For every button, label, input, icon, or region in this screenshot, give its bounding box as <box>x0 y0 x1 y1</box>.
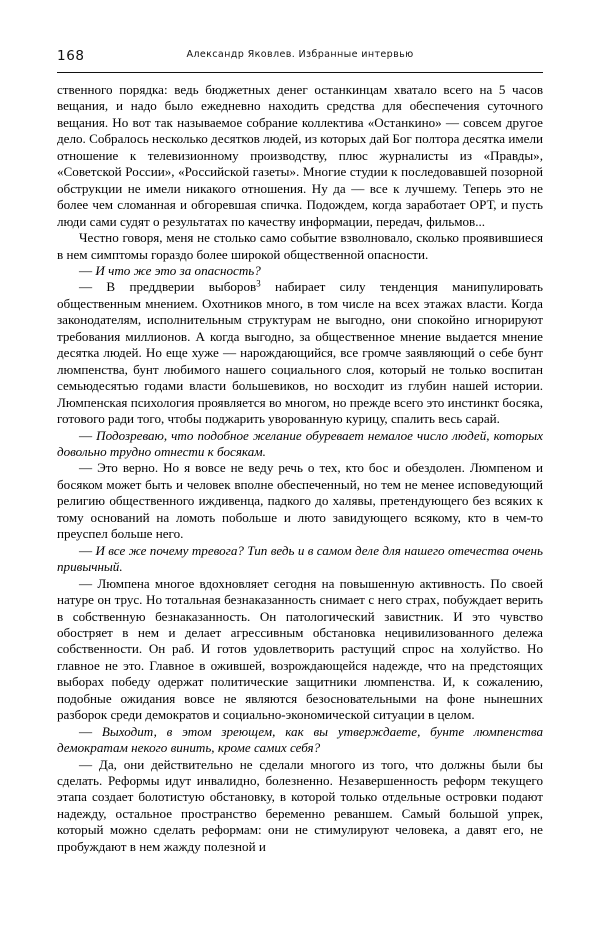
answer-text: Да, они действительно не сделали многого из того, что должны были бы сделать. Реформы идут инвалидно, болезненно. Незавершенность реформ текущего этапа создает болотистую обстановку, в которой только отдельные островки подают надежду, остальное пространство беременно реваншем. Самый большой упрек, который можно сделать реформам: они не стимулируют человека, а давят его, не пробуждают в нем жажду полезной и <box>57 756 543 854</box>
paragraph-question <box>57 263 543 279</box>
running-title: Александр Яковлев. Избранные интервью <box>186 49 414 60</box>
em-dash: — <box>79 723 93 739</box>
paragraph-question <box>57 543 543 576</box>
paragraph-answer: Честно говоря, меня не столько само событие взволновало, сколько проявившиеся в нем симптомы гораздо более широкой общественной опасности. <box>57 230 543 262</box>
em-dash: — <box>79 460 93 476</box>
em-dash: — <box>79 756 93 772</box>
header-rule <box>57 72 543 73</box>
question-text: Выходит, в этом зреющем, как вы утверждаете, бунте люмпенства демократам некого винить, кроме самих себя? <box>57 723 543 756</box>
em-dash: — <box>79 427 93 443</box>
paragraph-question <box>57 724 543 757</box>
em-dash: — <box>79 262 93 278</box>
body-text <box>57 82 543 855</box>
paragraph-answer <box>57 576 543 724</box>
question-text: И что же это за опасность? <box>95 262 261 278</box>
em-dash: — <box>79 575 93 591</box>
paragraph-answer <box>57 460 543 542</box>
paragraph-continuation: ственного порядка: ведь бюджетных денег останкинцам хватало всего на 5 часов вещания, и надо было ежедневно находить средства для обеспечения суточного вещания. Но вот так называемое собрание коллектива «Останкино» — совсем другое дело. Собралось несколько десятков людей, из которых дай Бог полтора десятка имели отношение к телевизионному производству, плюс журналисты из «Правды», «Советской России», «Российской газеты». Многие студии к последовавшей позорной обструкции не имели никакого отношения. Ну да — все к лучшему. Теперь это не более чем сломанная и обгоревшая спичка. Подождем, когда заработает ОРТ, и пусть люди сами судят о результатах по качеству информации, передач, фильмов... <box>57 82 543 229</box>
running-head <box>57 50 543 69</box>
answer-text: Это верно. Но я вовсе не веду речь о тех, кто бос и обездолен. Люмпеном и босяком может быть и человек вполне обеспеченный, но тем не менее исповедующий религию общественного иждивенца, падкого до халявы, претендующего без всяких к тому оснований на ломоть побольше и люто завидующего всякому, кто в чем-то преуспел больше него. <box>57 460 544 542</box>
question-text: Подозреваю, что подобное желание обуревает немалое число людей, которых довольно трудно отнести к босякам. <box>57 427 543 459</box>
em-dash: — <box>79 542 93 558</box>
paragraph-answer <box>57 279 543 427</box>
answer-text: Люмпена многое вдохновляет сегодня на повышенную активность. По своей натуре он трус. Но тотальная безнаказанность снимает с него страх, побуждает верить в собственную безнаказанность. Он патологический завистник. И это чувство обостряет в нем и делает агрессивным обстановка нецивилизованного дележа собственности. Он раб. И готов удовлетворить растущий спрос на холуйство. Но главное не это. Главное в ожившей, возрождающейся надежде, что на предстоящих выборах победу одержат политические защитники люмпенства. И, к сожалению, подобные ожидания вовсе не являются безосновательными на фоне нынешних разборок среди демократов и социально-экономической ситуации в целом. <box>57 575 543 723</box>
em-dash: — <box>79 279 93 295</box>
page-number: 168 <box>57 48 85 64</box>
footnote-marker: 3 <box>256 279 261 290</box>
answer-text-before-footnote: В преддверии выборов <box>106 279 257 295</box>
paragraph-answer <box>57 757 543 856</box>
page-content <box>57 50 543 855</box>
answer-text-after-footnote: набирает силу тенденция манипулировать общественным мнением. Охотников много, в том числе на всех этажах власти. Когда законодателям, исполнительным структурам не выгодно, они спокойно игнорируют требования миллионов. А когда выгодно, за общественное мнение выдается мнение десятка людей. Но еще хуже — нарождающийся, все громче заявляющий о себе бунт люмпенства, бунт любимого нашего социального слоя, который не только воспитан семьюдесятью годами власти большевиков, но восходит из глубин нашей истории. Люмпенская психология проявляется во многом, но прежде всего это инстинкт босяка, готового ради того, чтобы поджарить уворованную курицу, спалить весь сарай. <box>57 279 543 427</box>
question-text: И все же почему тревога? Тип ведь и в самом деле для нашего отечества очень привычный. <box>57 542 543 575</box>
paragraph-question <box>57 428 543 461</box>
